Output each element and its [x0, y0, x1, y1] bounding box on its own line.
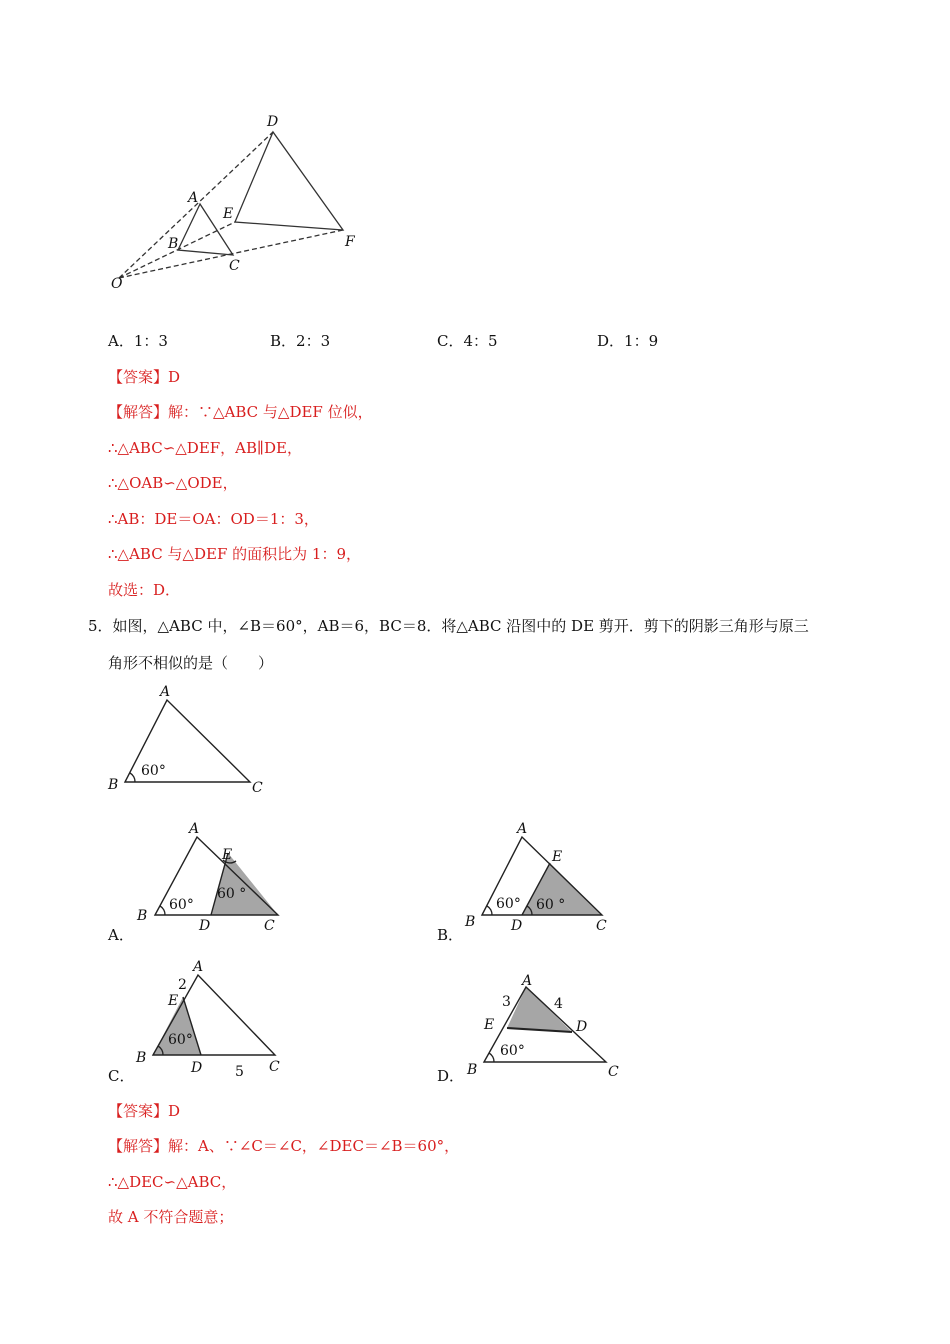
angle-label-b: 60° [169, 897, 194, 913]
q4-figure [105, 112, 365, 292]
label-E: E [168, 993, 179, 1009]
q4-solution-2: ∴△ABC∽△DEF，AB∥DE， [108, 439, 302, 457]
label-C: C [264, 918, 275, 934]
label-C: C [229, 258, 240, 274]
angle-label-b: 60° [496, 896, 521, 912]
label-A: A [188, 190, 199, 206]
label-O: O [111, 276, 123, 292]
q4-option-a[interactable]: A．1：3 [108, 332, 168, 350]
q5-solution-1: 【解答】解：A、∵∠C＝∠C，∠DEC＝∠B＝60°， [108, 1137, 460, 1155]
q4-solution-6: 故选：D． [108, 581, 181, 599]
label-C: C [608, 1064, 619, 1080]
label-n3: 3 [502, 994, 511, 1010]
label-n2: 2 [178, 977, 187, 993]
angle-label: 60° [500, 1043, 525, 1059]
q4-answer: 【答案】D [108, 368, 181, 386]
label-E: E [484, 1017, 495, 1033]
q4-solution-1: 【解答】解：∵△ABC 与△DEF 位似， [108, 403, 373, 421]
label-B: B [465, 914, 476, 930]
angle-label-e: 60 ° [217, 886, 247, 902]
q5-option-c-figure[interactable] [133, 955, 303, 1080]
q5-option-c-label[interactable]: C． [108, 1067, 135, 1085]
q5-option-b-label[interactable]: B． [437, 926, 464, 944]
q5-solution-2: ∴△DEC∽△ABC， [108, 1173, 237, 1191]
label-D: D [576, 1019, 588, 1035]
angle-label-d: 60 ° [536, 897, 566, 913]
q5-option-d-label[interactable]: D． [437, 1067, 465, 1085]
angle-label: 60° [141, 763, 166, 779]
label-E: E [223, 206, 234, 222]
label-F: F [345, 234, 355, 250]
label-A: A [193, 959, 204, 975]
q4-solution-4: ∴AB：DE＝OA：OD＝1：3， [108, 510, 319, 528]
q4-solution-5: ∴△ABC 与△DEF 的面积比为 1：9， [108, 545, 362, 563]
q5-answer: 【答案】D [108, 1102, 181, 1120]
label-B: B [168, 236, 179, 252]
label-A: A [517, 821, 528, 837]
label-A: A [160, 684, 171, 700]
label-n4: 4 [554, 996, 563, 1012]
label-D: D [191, 1060, 203, 1076]
label-B: B [467, 1062, 478, 1078]
label-B: B [137, 908, 148, 924]
label-D: D [267, 114, 279, 130]
q5-solution-3: 故 A 不符合题意； [108, 1208, 234, 1226]
q4-option-b[interactable]: B．2：3 [270, 332, 331, 350]
q5-stem-line2: 角形不相似的是（ ） [108, 654, 274, 672]
q5-option-a-figure[interactable] [133, 820, 303, 935]
q5-option-b-figure[interactable] [462, 820, 632, 935]
label-E: E [222, 847, 233, 863]
q5-main-figure [105, 683, 275, 798]
label-C: C [252, 780, 263, 796]
q4-solution-3: ∴△OAB∽△ODE， [108, 474, 238, 492]
angle-label: 60° [168, 1032, 193, 1048]
label-D: D [511, 918, 523, 934]
q5-option-d-figure[interactable] [462, 955, 642, 1080]
label-C: C [269, 1059, 280, 1075]
label-A: A [522, 973, 533, 989]
label-E: E [552, 849, 563, 865]
label-A: A [189, 821, 200, 837]
label-C: C [596, 918, 607, 934]
label-B: B [136, 1050, 147, 1066]
q4-option-c[interactable]: C．4：5 [437, 332, 498, 350]
q5-stem-line1: 5．如图，△ABC 中，∠B＝60°，AB＝6，BC＝8．将△ABC 沿图中的 DE 剪开．剪下的阴影三角形与原三 [88, 617, 809, 635]
q4-option-d[interactable]: D．1：9 [597, 332, 659, 350]
label-n5: 5 [235, 1064, 244, 1080]
label-B: B [108, 777, 119, 793]
label-D: D [199, 918, 211, 934]
q5-option-a-label[interactable]: A． [108, 926, 134, 944]
